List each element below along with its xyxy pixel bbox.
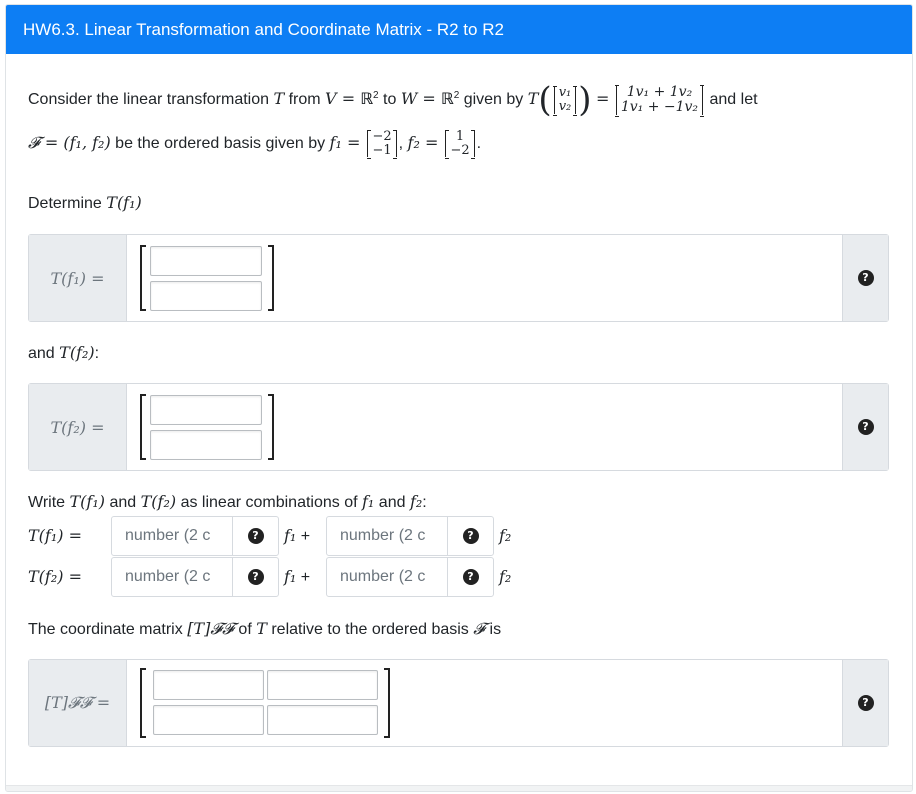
tff-label: [T]𝓕𝓕 =	[29, 660, 127, 746]
tf2-coeff-f1-field	[111, 557, 279, 597]
tf1-help-button[interactable]	[842, 235, 888, 321]
tf1-coeff-f1-field	[111, 516, 279, 556]
f2-vector: 1 −2	[445, 130, 474, 157]
question-circle-icon: ?	[248, 569, 264, 585]
tf2-coeff-f2-field	[326, 557, 494, 597]
tf1-entry-1-input[interactable]	[150, 246, 262, 276]
question-circle-icon: ?	[248, 528, 264, 544]
tf1-coeff-f2-field	[326, 516, 494, 556]
linear-combination-instructions: Write T(f₁) and T(f₂) as linear combinations of f₁ and f₂:	[28, 492, 427, 511]
tf2-coeff-f1-input[interactable]	[112, 558, 232, 596]
tf2-entry-1-input[interactable]	[150, 395, 262, 425]
input-vector: v₁ v₂	[554, 86, 577, 113]
tf1-combination-row: T(f₁) = number (2 c ? f₁ + number (2 c ? f₂	[28, 516, 528, 556]
tf1-answer-group	[28, 234, 889, 322]
problem-statement-line-2: 𝓕 = (f₁, f₂) be the ordered basis given by f₁ = −2 −1 , f₂ = 1 −2 .	[28, 129, 482, 158]
tff-entry-22-input[interactable]	[267, 705, 378, 735]
tf1-coeff-f1-input[interactable]	[112, 517, 232, 555]
tf2-coeff-f2-input[interactable]	[327, 558, 447, 596]
tf2-entry-2-input[interactable]	[150, 430, 262, 460]
tf1-entry-2-input[interactable]	[150, 281, 262, 311]
tff-answer-group	[28, 659, 889, 747]
tff-help-button[interactable]	[842, 660, 888, 746]
tf1-label: T(f₁) =	[29, 235, 127, 321]
f1-vector: −2 −1	[367, 130, 396, 157]
left-bracket	[140, 394, 146, 460]
tf2-coeff-f1-help-button[interactable]	[232, 558, 278, 596]
tf2-label: T(f₂) =	[29, 384, 127, 470]
output-vector: 1v₁ + 1v₂ 1v₁ + −1v₂	[616, 85, 703, 114]
right-bracket	[268, 394, 274, 460]
card-footer-divider	[6, 785, 912, 791]
left-bracket	[140, 668, 146, 738]
tf1-coeff-f1-help-button[interactable]	[232, 517, 278, 555]
question-circle-icon: ?	[858, 695, 874, 711]
determine-tf1-text: Determine T(f₁)	[28, 193, 142, 212]
question-circle-icon: ?	[463, 528, 479, 544]
question-title: HW6.3. Linear Transformation and Coordinate Matrix - R2 to R2	[6, 5, 912, 54]
left-bracket	[140, 245, 146, 311]
right-bracket	[268, 245, 274, 311]
question-card	[5, 4, 913, 792]
question-circle-icon: ?	[858, 419, 874, 435]
tff-entry-11-input[interactable]	[153, 670, 264, 700]
tf2-help-button[interactable]	[842, 384, 888, 470]
problem-statement-line-1: Consider the linear transformation T from V = ℝ$^2$ to W = ℝ$^2$ given by T( v₁ v₂ ) = 1v₁ + 1v₂ 1v₁ + −1v₂ and let	[28, 80, 758, 120]
question-circle-icon: ?	[463, 569, 479, 585]
right-bracket	[384, 668, 390, 738]
tf2-coeff-f2-help-button[interactable]	[447, 558, 493, 596]
and-tf2-text: and T(f₂):	[28, 343, 100, 362]
tf1-coeff-f2-input[interactable]	[327, 517, 447, 555]
tf2-answer-group	[28, 383, 889, 471]
coordinate-matrix-text: The coordinate matrix [T]𝓕𝓕 of T relative to the ordered basis 𝓕 is	[28, 619, 502, 638]
tf1-coeff-f2-help-button[interactable]	[447, 517, 493, 555]
question-circle-icon: ?	[858, 270, 874, 286]
tff-entry-21-input[interactable]	[153, 705, 264, 735]
tff-entry-12-input[interactable]	[267, 670, 378, 700]
tf2-combination-row: T(f₂) = number (2 c ? f₁ + number (2 c ? f₂	[28, 557, 528, 597]
